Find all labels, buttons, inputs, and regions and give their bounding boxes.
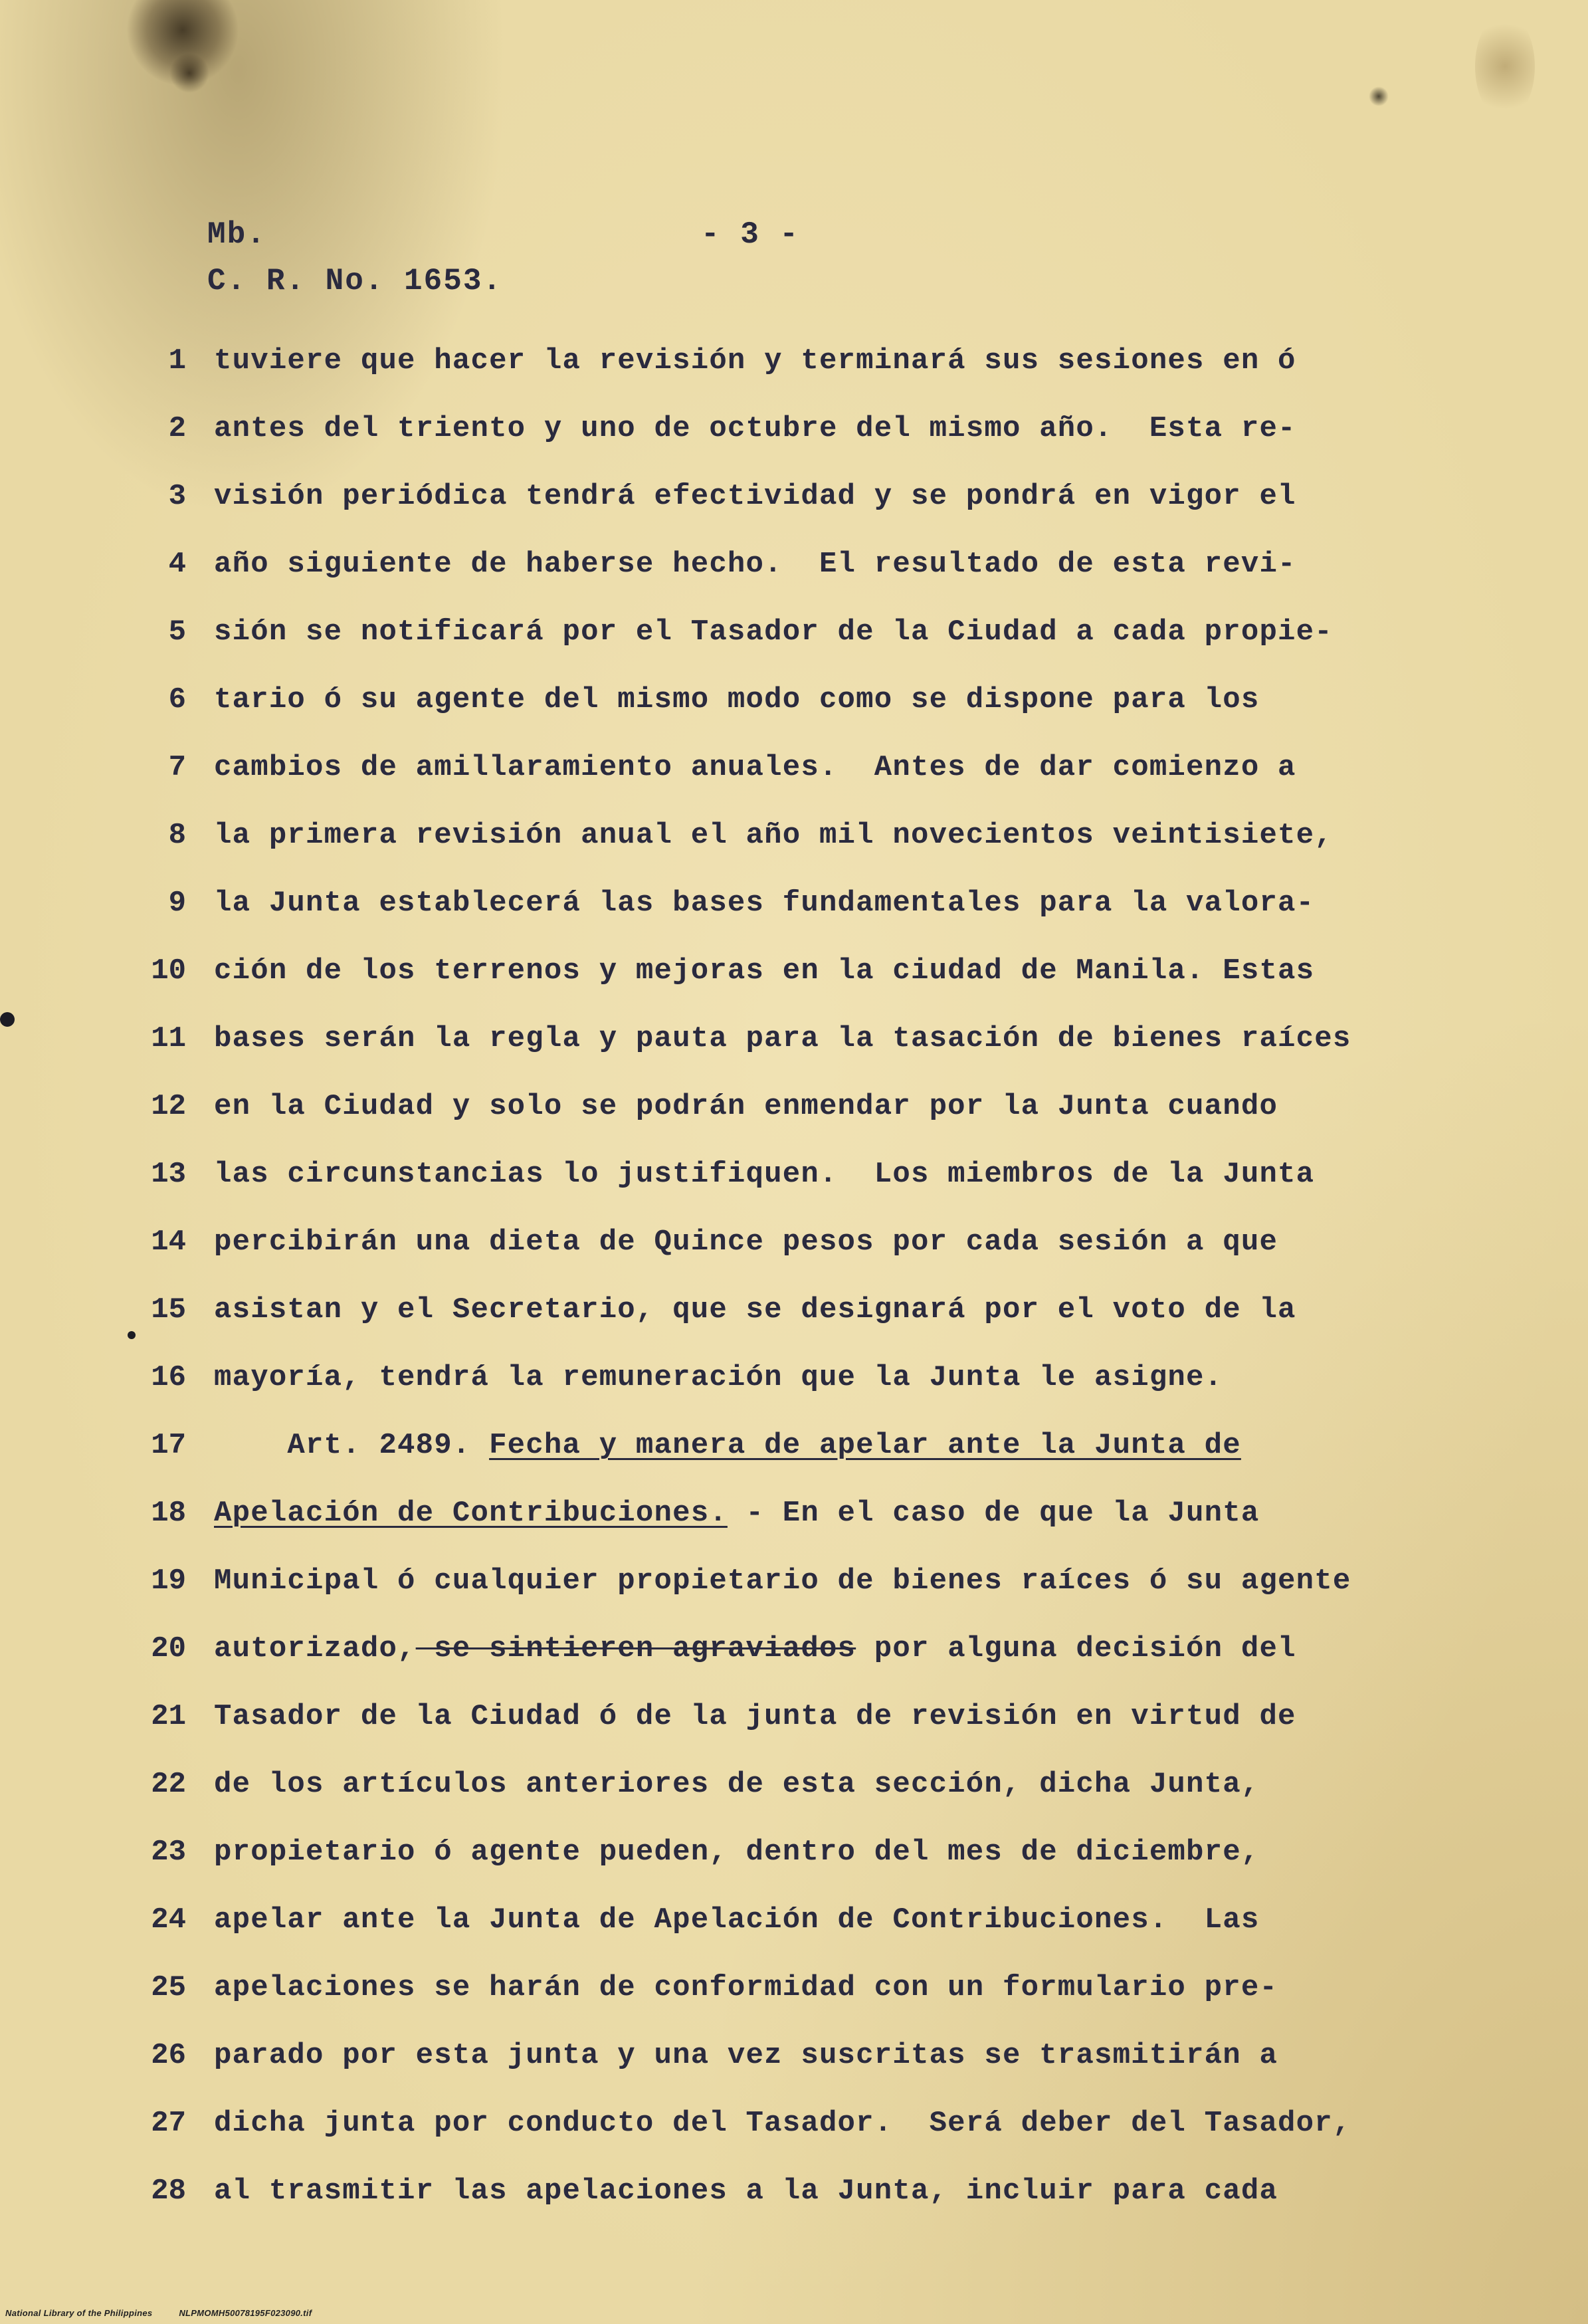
line-number: 5 xyxy=(168,615,186,649)
line-text: propietario ó agente pueden, dentro del mes de diciembre, xyxy=(214,1836,1260,1869)
ink-stain xyxy=(169,53,209,93)
text-line xyxy=(0,1890,1528,1950)
text-line xyxy=(0,1822,1528,1882)
line-number: 16 xyxy=(151,1361,186,1394)
text-line xyxy=(0,1551,1528,1611)
line-text: tario ó su agente del mismo modo como se dispone para los xyxy=(214,683,1260,716)
library-credit: National Library of the Philippines xyxy=(5,2308,153,2318)
line-number: 17 xyxy=(151,1429,186,1462)
text-line xyxy=(0,399,1528,459)
text-line xyxy=(0,1958,1528,2018)
line-text: apelar ante la Junta de Apelación de Contribuciones. Las xyxy=(214,1903,1260,1937)
text-line xyxy=(0,331,1528,391)
line-text: al trasmitir las apelaciones a la Junta, incluir para cada xyxy=(214,2174,1278,2208)
text-line xyxy=(0,1280,1528,1340)
line-number: 11 xyxy=(151,1022,186,1055)
text-line xyxy=(0,602,1528,662)
text-line xyxy=(0,1077,1528,1136)
line-number: 23 xyxy=(151,1836,186,1869)
line-text-start: autorizado, xyxy=(214,1632,416,1665)
line-number: 19 xyxy=(151,1564,186,1598)
line-text: de los artículos anteriores de esta sección, dicha Junta, xyxy=(214,1768,1260,1801)
text-line xyxy=(0,941,1528,1001)
reference-line-2: C. R. No. 1653. xyxy=(207,264,503,298)
line-number: 9 xyxy=(168,887,186,920)
line-number: 13 xyxy=(151,1158,186,1191)
line-number: 7 xyxy=(168,751,186,784)
text-line xyxy=(0,2026,1528,2085)
line-text: percibirán una dieta de Quince pesos por cada sesión a que xyxy=(214,1225,1278,1259)
text-line xyxy=(0,2093,1528,2153)
line-number: 26 xyxy=(151,2039,186,2072)
line-text: parado por esta junta y una vez suscritas se trasmitirán a xyxy=(214,2039,1278,2072)
line-number: 10 xyxy=(151,954,186,988)
text-line xyxy=(0,873,1528,933)
line-number: 27 xyxy=(151,2107,186,2140)
line-text xyxy=(214,1483,1259,1543)
text-line xyxy=(0,2161,1528,2221)
text-line xyxy=(0,1754,1528,1814)
line-text-continuation: - En el caso de que la Junta xyxy=(727,1497,1260,1530)
line-text: sión se notificará por el Tasador de la Ciudad a cada propie- xyxy=(214,615,1333,649)
file-reference: NLPMOMH50078195F023090.tif xyxy=(179,2308,312,2318)
line-number: 2 xyxy=(168,412,186,445)
reference-line-1: Mb. xyxy=(207,217,266,252)
line-text: cambios de amillaramiento anuales. Antes de dar comienzo a xyxy=(214,751,1296,784)
text-line xyxy=(0,1144,1528,1204)
line-text: la primera revisión anual el año mil novecientos veintisiete, xyxy=(214,819,1333,852)
line-number: 15 xyxy=(151,1293,186,1326)
scan-footer xyxy=(5,2308,336,2318)
line-text: bases serán la regla y pauta para la tasación de bienes raíces xyxy=(214,1022,1351,1055)
line-number: 22 xyxy=(151,1768,186,1801)
struck-out-text: se sintieren agraviados xyxy=(415,1632,856,1665)
line-text xyxy=(214,1619,1296,1679)
ink-stain xyxy=(1369,86,1389,106)
line-number: 25 xyxy=(151,1971,186,2004)
text-line xyxy=(0,1687,1528,1746)
text-line xyxy=(0,534,1528,594)
line-text: año siguiente de haberse hecho. El resultado de esta revi- xyxy=(214,548,1296,581)
line-number: 18 xyxy=(151,1497,186,1530)
line-text: Municipal ó cualquier propietario de bienes raíces ó su agente xyxy=(214,1564,1351,1598)
line-text: las circunstancias lo justifiquen. Los miembros de la Junta xyxy=(214,1158,1315,1191)
line-text: visión periódica tendrá efectividad y se pondrá en vigor el xyxy=(214,480,1296,513)
line-text: antes del triento y uno de octubre del mismo año. Esta re- xyxy=(214,412,1296,445)
text-line xyxy=(0,805,1528,865)
line-number: 1 xyxy=(168,344,186,377)
text-line xyxy=(0,1416,1528,1475)
line-text: en la Ciudad y solo se podrán enmendar por la Junta cuando xyxy=(214,1090,1278,1123)
text-line xyxy=(0,467,1528,526)
page-number: - 3 - xyxy=(701,217,800,252)
article-number: Art. 2489. xyxy=(214,1429,490,1462)
line-number: 6 xyxy=(168,683,186,716)
line-text-continuation: por alguna decisión del xyxy=(856,1632,1296,1665)
line-text: ción de los terrenos y mejoras en la ciudad de Manila. Estas xyxy=(214,954,1315,988)
line-text: mayoría, tendrá la remuneración que la Junta le asigne. xyxy=(214,1361,1223,1394)
text-line xyxy=(0,738,1528,797)
line-text: apelaciones se harán de conformidad con un formulario pre- xyxy=(214,1971,1278,2004)
line-text: Tasador de la Ciudad ó de la junta de revisión en virtud de xyxy=(214,1700,1296,1733)
line-text: asistan y el Secretario, que se designará por el voto de la xyxy=(214,1293,1296,1326)
line-number: 14 xyxy=(151,1225,186,1259)
line-number: 4 xyxy=(168,548,186,581)
line-text: tuviere que hacer la revisión y terminará sus sesiones en ó xyxy=(214,344,1296,377)
line-number: 21 xyxy=(151,1700,186,1733)
line-text: dicha junta por conducto del Tasador. Será deber del Tasador, xyxy=(214,2107,1351,2140)
line-number: 20 xyxy=(151,1632,186,1665)
text-line xyxy=(0,1348,1528,1408)
article-title-underlined: Apelación de Contribuciones. xyxy=(214,1497,728,1530)
document-reference xyxy=(207,211,502,304)
text-line xyxy=(0,1009,1528,1069)
paper-stain xyxy=(1475,13,1535,120)
text-line xyxy=(0,1483,1528,1543)
line-number: 28 xyxy=(151,2174,186,2208)
line-number: 8 xyxy=(168,819,186,852)
line-text xyxy=(214,1416,1241,1475)
text-line xyxy=(0,1619,1528,1679)
line-number: 24 xyxy=(151,1903,186,1937)
text-line xyxy=(0,670,1528,730)
article-title-underlined: Fecha y manera de apelar ante la Junta de xyxy=(489,1429,1241,1462)
line-number: 3 xyxy=(168,480,186,513)
line-text: la Junta establecerá las bases fundamentales para la valora- xyxy=(214,887,1315,920)
line-number: 12 xyxy=(151,1090,186,1123)
text-line xyxy=(0,1212,1528,1272)
